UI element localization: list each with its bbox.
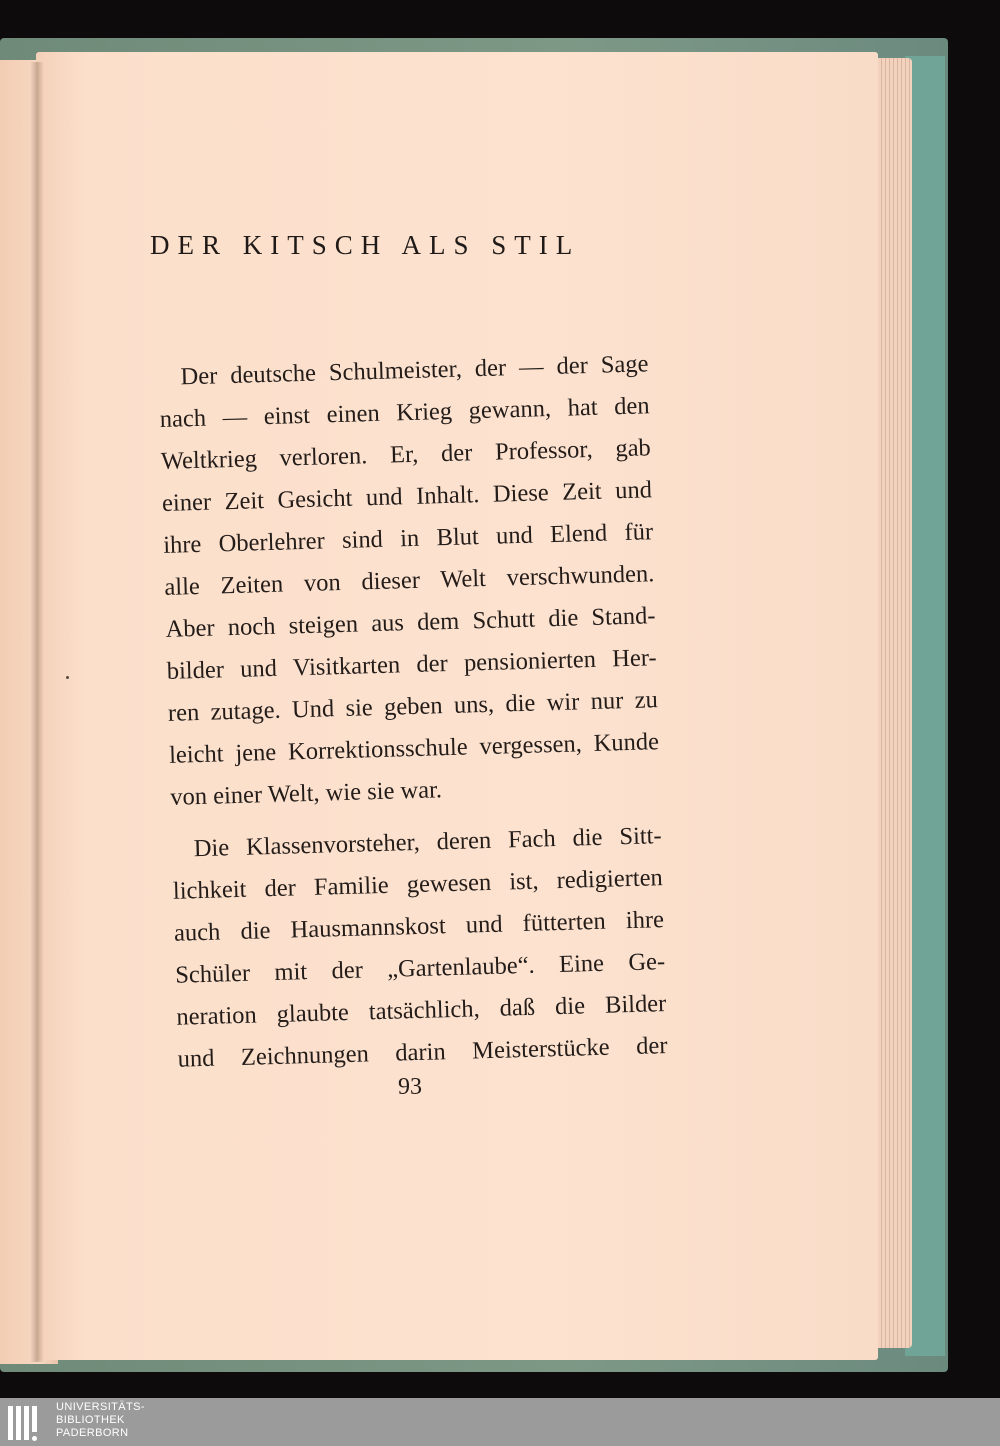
text-line: ren zutage. Und sie geben uns, die wir nur zu xyxy=(167,686,659,727)
logo-line: BIBLIOTHEK xyxy=(56,1414,125,1426)
text-line: neration glaubte tatsächlich, daß die Bilder xyxy=(176,990,667,1031)
library-footer xyxy=(0,1398,1000,1446)
text-line: lichkeit der Familie gewesen ist, redigierten xyxy=(172,864,664,905)
text-line: und Zeichnungen darin Meisterstücke der xyxy=(177,1032,668,1073)
text-line: Weltkrieg verloren. Er, der Professor, gab xyxy=(160,434,652,475)
ink-speck xyxy=(66,676,69,679)
library-logo-icon xyxy=(4,1400,48,1442)
text-line: nach — einst einen Krieg gewann, hat den xyxy=(159,392,650,433)
book-gutter xyxy=(30,62,44,1362)
text-line: bilder und Visitkarten der pensionierten Her- xyxy=(166,644,657,685)
text-line: einer Zeit Gesicht und Inhalt. Diese Zeit und xyxy=(161,476,653,517)
text-line: alle Zeiten von dieser Welt verschwunden. xyxy=(164,560,655,601)
body-text xyxy=(158,343,668,1080)
text-line: ihre Oberlehrer sind in Blut und Elend für xyxy=(162,518,654,559)
page-number: 93 xyxy=(398,1074,422,1100)
text-line: von einer Welt, wie sie war. xyxy=(169,776,443,811)
text-line: auch die Hausmannskost und fütterten ihre xyxy=(173,906,665,947)
text-line: leicht jene Korrektionsschule vergessen, Kunde xyxy=(168,728,660,769)
chapter-title: DER KITSCH ALS STIL xyxy=(150,230,581,260)
book-page xyxy=(36,52,878,1360)
text-line: Die Klassenvorsteher, deren Fach die Sitt- xyxy=(193,822,662,863)
text-line: Der deutsche Schulmeister, der — der Sage xyxy=(180,350,649,391)
text-line: Schüler mit der „Gartenlaube“. Eine Ge- xyxy=(174,948,666,989)
logo-line: UNIVERSITÄTS- xyxy=(56,1401,145,1413)
library-logo-text xyxy=(56,1401,145,1440)
logo-line: PADERBORN xyxy=(56,1427,129,1439)
text-line: Aber noch steigen aus dem Schutt die Stand- xyxy=(165,602,656,643)
